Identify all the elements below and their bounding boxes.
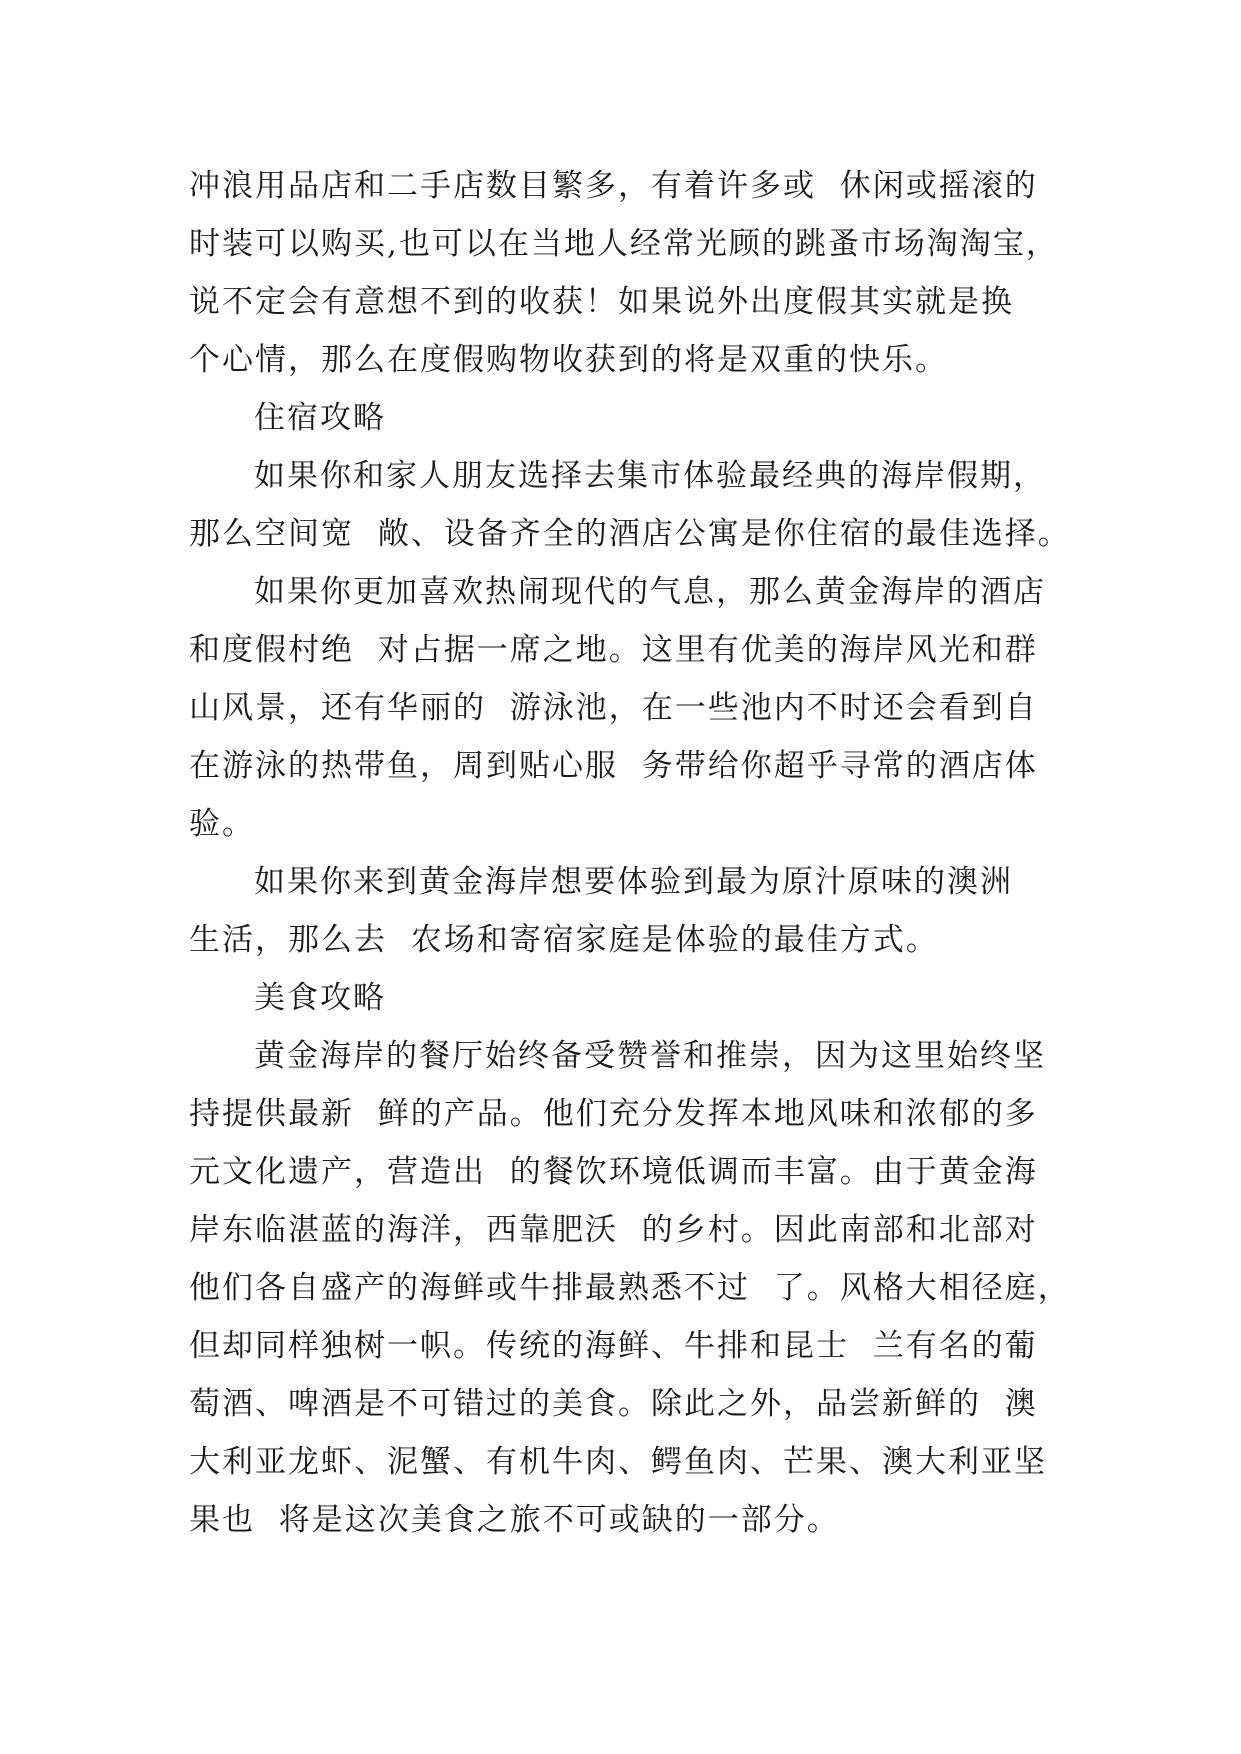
text-line: 岸东临湛蓝的海洋，西靠肥沃 的乡村。因此南部和北部对 [189,1212,1038,1248]
text-line: 萄酒、啤酒是不可错过的美食。除此之外，品尝新鲜的 澳 [189,1386,1038,1422]
section-heading-accommodation: 住宿攻略 [254,400,386,436]
body-text [189,157,1089,1549]
text-line: 但却同样独树一帜。传统的海鲜、牛排和昆士 兰有名的葡 [189,1328,1038,1364]
text-line: 冲浪用品店和二手店数目繁多，有着许多或 休闲或摇滚的 [189,168,1038,204]
text-line: 如果你更加喜欢热闹现代的气息，那么黄金海岸的酒店 [254,574,1046,610]
text-line: 那么空间宽 敞、设备齐全的酒店公寓是你住宿的最佳选择。 [189,516,1071,552]
text-line: 黄金海岸的餐厅始终备受赞誉和推崇，因为这里始终坚 [254,1038,1046,1074]
text-line: 说不定会有意想不到的收获！如果说外出度假其实就是换 [189,284,1014,320]
text-line: 如果你来到黄金海岸想要体验到最为原汁原味的澳洲 [254,864,1013,900]
text-line: 个心情，那么在度假购物收获到的将是双重的快乐。 [189,342,948,378]
text-line: 元文化遗产，营造出 的餐饮环境低调而丰富。由于黄金海 [189,1154,1038,1190]
text-line: 他们各自盛产的海鲜或牛排最熟悉不过 了。风格大相径庭， [189,1270,1071,1306]
text-line: 验。 [189,806,255,842]
text-line: 大利亚龙虾、泥蟹、有机牛肉、鳄鱼肉、芒果、澳大利亚坚 [189,1444,1047,1480]
text-line: 持提供最新 鲜的产品。他们充分发挥本地风味和浓郁的多 [189,1096,1038,1132]
text-line: 时装可以购买,也可以在当地人经常光顾的跳蚤市场淘淘宝， [189,226,1059,262]
text-line: 在游泳的热带鱼，周到贴心服 务带给你超乎寻常的酒店体 [189,748,1038,784]
text-line: 山风景，还有华丽的 游泳池，在一些池内不时还会看到自 [189,690,1038,726]
text-line: 如果你和家人朋友选择去集市体验最经典的海岸假期， [254,458,1046,494]
section-heading-food: 美食攻略 [254,980,386,1016]
text-line: 生活，那么去 农场和寄宿家庭是体验的最佳方式。 [189,922,939,958]
text-line: 和度假村绝 对占据一席之地。这里有优美的海岸风光和群 [189,632,1038,668]
text-line: 果也 将是这次美食之旅不可或缺的一部分。 [189,1502,840,1538]
